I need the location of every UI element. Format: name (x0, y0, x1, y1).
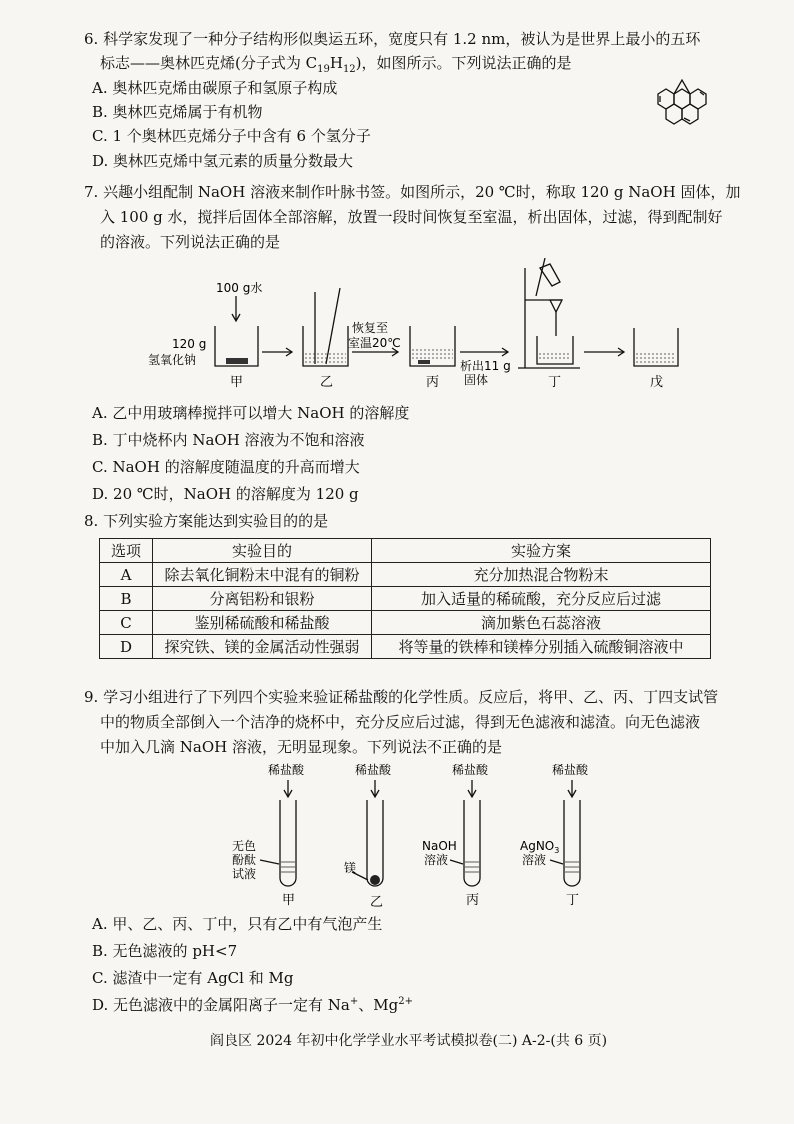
q6-line1: 6. 科学家发现了一种分子结构形似奥运五环，宽度只有 1.2 nm，被认为是世界上最小的五环 (84, 30, 701, 48)
q7-water-label: 100 g水 (216, 281, 263, 295)
q8-cell: 分离铝粉和银粉 (153, 587, 372, 611)
q6-line2-post: )，如图所示。下列说法正确的是 (355, 54, 572, 72)
q9-label-ding: 丁 (566, 893, 580, 908)
q9-line2: 中的物质全部倒入一个洁净的烧杯中，充分反应后过滤，得到无色滤液和滤渣。向无色滤液 (100, 713, 701, 731)
q8-cell: D (100, 635, 153, 659)
q7-restore-label-1: 恢复至 (352, 321, 389, 335)
q8-cell: 充分加热混合物粉末 (372, 563, 711, 587)
q9-line3: 中加入几滴 NaOH 溶液，无明显现象。下列说法不正确的是 (100, 738, 502, 756)
q9-naoh-label-1: NaOH (422, 839, 457, 853)
q8-header-plan: 实验方案 (372, 539, 711, 563)
q9-option-c: C. 滤渣中一定有 AgCl 和 Mg (92, 969, 294, 987)
table-row (100, 635, 711, 659)
q9-sup1: + (349, 996, 359, 1007)
q8-cell: C (100, 611, 153, 635)
q9-phenolphthalein-1: 无色 (232, 839, 257, 853)
q8-table-header (100, 539, 711, 563)
q8-cell: 将等量的铁棒和镁棒分别插入硫酸铜溶液中 (372, 635, 711, 659)
q8-cell: A (100, 563, 153, 587)
q9-option-d-pre: D. 无色滤液中的金属阳离子一定有 Na (92, 996, 350, 1014)
table-row (100, 611, 711, 635)
q9-sup2: 2+ (398, 996, 413, 1007)
q9-naoh-label-2: 溶液 (424, 853, 449, 867)
q9-agno3-sub: 3 (554, 846, 560, 855)
q6-sub1: 19 (317, 64, 330, 75)
q9-phenolphthalein-3: 试液 (232, 867, 257, 881)
q9-acid-label-2: 稀盐酸 (355, 763, 392, 777)
q7-label-ding: 丁 (548, 375, 562, 390)
q7-precip-label-2: 固体 (464, 373, 489, 387)
q6-sub2: 12 (342, 64, 356, 75)
q9-label-bing: 丙 (466, 893, 480, 908)
q7-label-yi: 乙 (320, 375, 334, 390)
q9-acid-label-1: 稀盐酸 (268, 763, 305, 777)
q6-line2 (100, 52, 572, 75)
q7-option-c: C. NaOH 的溶解度随温度的升高而增大 (92, 458, 360, 476)
q9-phenolphthalein-2: 酚酞 (232, 853, 257, 867)
q8-cell: 滴加紫色石蕊溶液 (372, 611, 711, 635)
q8-cell: 加入适量的稀硫酸，充分反应后过滤 (372, 587, 711, 611)
q9-label-jia: 甲 (282, 893, 296, 908)
q6-option-d: D. 奥林匹克烯中氢元素的质量分数最大 (92, 152, 354, 170)
q7-label-wu: 戊 (650, 375, 664, 390)
q7-option-d: D. 20 ℃时，NaOH 的溶解度为 120 g (92, 485, 359, 503)
q7-line2: 入 100 g 水，搅拌后固体全部溶解，放置一段时间恢复至室温，析出固体，过滤，得到配制好 (100, 208, 723, 226)
q7-label-jia: 甲 (230, 375, 244, 390)
q8-stem: 8. 下列实验方案能达到实验目的的是 (84, 512, 329, 530)
q9-test-tubes-figure (220, 760, 620, 910)
q7-experiment-figure (140, 258, 700, 398)
q7-restore-label-2: 室温20℃ (348, 336, 401, 350)
q7-naoh-name-label: 氢氧化钠 (148, 353, 197, 367)
q9-option-d-mid: 、Mg (358, 996, 399, 1014)
q7-line1: 7. 兴趣小组配制 NaOH 溶液来制作叶脉书签。如图所示，20 ℃时，称取 120 g NaOH 固体，加 (84, 183, 741, 201)
q9-magnesium-label: 镁 (344, 861, 357, 875)
q6-option-b: B. 奥林匹克烯属于有机物 (92, 103, 263, 121)
q6-option-a: A. 奥林匹克烯由碳原子和氢原子构成 (92, 79, 338, 97)
q8-cell: 鉴别稀硫酸和稀盐酸 (153, 611, 372, 635)
q7-option-b: B. 丁中烧杯内 NaOH 溶液为不饱和溶液 (92, 431, 365, 449)
q9-agno3-label-2: 溶液 (522, 853, 547, 867)
q9-option-b: B. 无色滤液的 pH<7 (92, 942, 238, 960)
q9-label-yi: 乙 (370, 895, 384, 910)
q8-cell: 除去氧化铜粉末中混有的铜粉 (153, 563, 372, 587)
q7-precip-label-1: 析出11 g (460, 359, 511, 373)
q9-line1: 9. 学习小组进行了下列四个实验来验证稀盐酸的化学性质。反应后，将甲、乙、丙、丁四支试管 (84, 688, 719, 706)
q9-option-d (92, 994, 413, 1015)
table-row (100, 587, 711, 611)
q8-header-option: 选项 (100, 539, 153, 563)
q7-option-a: A. 乙中用玻璃棒搅拌可以增大 NaOH 的溶解度 (92, 404, 410, 422)
q8-header-purpose: 实验目的 (153, 539, 372, 563)
q9-agno3-formula: AgNO (520, 839, 555, 853)
q9-acid-label-4: 稀盐酸 (552, 763, 589, 777)
q6-line2-pre: 标志——奥林匹克烯(分子式为 C (100, 54, 318, 72)
q8-cell: B (100, 587, 153, 611)
page-footer: 阎良区 2024 年初中化学学业水平考试模拟卷(二) A-2-(共 6 页) (210, 1033, 608, 1049)
table-row (100, 563, 711, 587)
q7-naoh-mass-label: 120 g (172, 337, 207, 351)
q7-label-bing: 丙 (426, 375, 440, 390)
q7-line3: 的溶液。下列说法正确的是 (100, 233, 281, 251)
olympicene-structure-figure (648, 74, 738, 134)
q9-option-a: A. 甲、乙、丙、丁中，只有乙中有气泡产生 (92, 915, 383, 933)
q8-cell: 探究铁、镁的金属活动性强弱 (153, 635, 372, 659)
q6-h: H (329, 54, 343, 72)
q6-option-c: C. 1 个奥林匹克烯分子中含有 6 个氢分子 (92, 127, 371, 145)
q9-acid-label-3: 稀盐酸 (452, 763, 489, 777)
q8-table (99, 538, 711, 659)
